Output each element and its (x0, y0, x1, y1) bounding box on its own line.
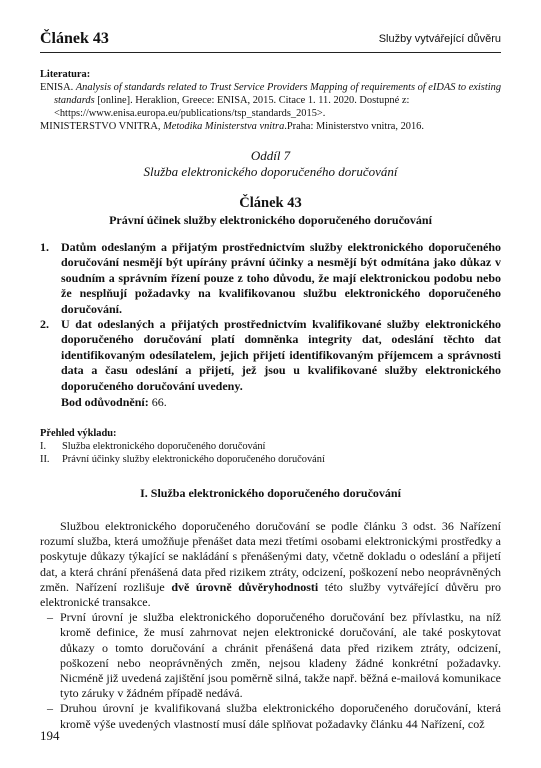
ref-author: ENISA. (40, 82, 74, 93)
literature-block (40, 68, 501, 133)
ref-author: MINISTERSTVO VNITRA, (40, 121, 161, 132)
bullet-text: Druhou úrovní je kvalifikovaná služba elektronického doporučeného doručování, která kromě výše uvedených vlastností musí dále splňovat požadavky článku 44 Nařízení, což (60, 701, 501, 731)
literature-ref-enisa (40, 81, 501, 120)
literature-ref-mv (40, 120, 501, 133)
article-subtitle: Právní účinek služby elektronického doporučeného doručování (109, 213, 432, 227)
dash-bullet: – (47, 701, 53, 716)
provision-2 (40, 317, 501, 394)
section-title: Služba elektronického doporučeného doručování (143, 164, 398, 179)
body-text (40, 519, 501, 732)
provision-text: Datům odeslaným a přijatým prostřednictvím služby elektronického doporučeného doručování nesmějí být upírány právní účinky a nesmějí být odmítána jako důkaz v soudním a správním řízení pouze z toho důvodu, že mají elektronickou podobu nebo že nesplňují požadavky na kvalifikovanou službu elektronického doporučeného doručování. (61, 240, 501, 316)
ref-details: [online]. Heraklion, Greece: ENISA, 2015. Citace 1. 11. 2020. Dostupné z: <https://www.enisa.europa.eu/publications/tsp_standards_2015>. (54, 95, 410, 119)
ref-details: .Praha: Ministerstvo vnitra, 2016. (284, 121, 424, 132)
body-paragraph (40, 519, 501, 610)
provisions-list (40, 240, 501, 394)
running-head-chapter: Služby vytvářející důvěru (378, 33, 501, 45)
bullet-text: První úrovní je služba elektronického doporučeného doručování bez přívlastku, na níž kromě definice, že musí zahrnovat nejen elektronické doručování, ale také poskytovat důkazy o tomto doručování a chránit přenášená data před rizikem ztráty, odcizení, poškození nebo neoprávněných změn, nejsou kladeny žádné konkrétní požadavky. Nicméně již uvedená zajištění jsou poměrně silná, takže např. běžná e-mailová komunikace tyto záruky v žádném případě nedává. (60, 610, 501, 701)
article-title: Článek 43 (239, 195, 302, 211)
overview-item-text: Právní účinky služby elektronického doporučeného doručování (62, 454, 325, 465)
recital-reference (61, 395, 167, 410)
paragraph-emphasis: dvě úrovně důvěryhodnosti (171, 579, 319, 594)
paragraph-text: této služby vytvářející důvěru pro elektronické transakce. (40, 579, 502, 610)
overview-item-number: I. (40, 441, 47, 452)
overview-item-text: Služba elektronického doporučeného doručování (62, 441, 266, 452)
dash-bullet: – (47, 610, 53, 625)
bullet-item (40, 610, 501, 701)
section-i-heading: I. Služba elektronického doporučeného doručování (140, 486, 401, 500)
recital-value: 66. (151, 395, 167, 409)
provision-text: U dat odeslaných a přijatých prostřednictvím kvalifikované služby elektronického doporučeného doručování platí domněnka integrity dat, odeslání těchto dat identifikovaným odesílatelem, jejich přijetí identifikovaným příjemcem a správnosti data a času odeslání a přijetí, jež jsou u kvalifikované služby elektronického doporučeného doručování uvedeny. (61, 317, 501, 393)
overview-item (40, 453, 501, 466)
overview-block (40, 427, 501, 466)
section-label: Oddíl 7 (250, 148, 291, 163)
overview-item-number: II. (40, 454, 50, 465)
ref-title: Analysis of standards related to Trust Service Providers Mapping of requirements of eIDAS to existing standards (54, 82, 502, 106)
bullet-item (40, 701, 501, 731)
running-head (40, 30, 501, 53)
page-number: 194 (40, 728, 60, 743)
recital-label: Bod odůvodnění: (61, 395, 149, 409)
provision-number: 2. (40, 317, 49, 332)
provision-number: 1. (40, 240, 49, 254)
provision-1 (40, 240, 501, 317)
overview-item (40, 440, 501, 453)
ref-title: Metodika Ministerstva vnitra (163, 121, 285, 132)
overview-heading: Přehled výkladu: (40, 428, 117, 439)
literature-heading: Literatura: (40, 69, 91, 80)
running-head-article: Článek 43 (40, 30, 109, 47)
paragraph-text: Službou elektronického doporučeného doručování se podle článku 3 odst. 36 Nařízení rozumí služba, která umožňuje přenášet data mezi třetími osobami elektronickými prostředky a poskytuje důkazy týkající se nakládání s přenášenými daty, včetně dokladu o odeslání a přijetí dat, a která chrání přenášená data před rizikem ztráty, odcizení, poškození nebo neoprávněných změn. Nařízení rozlišuje (40, 519, 501, 594)
